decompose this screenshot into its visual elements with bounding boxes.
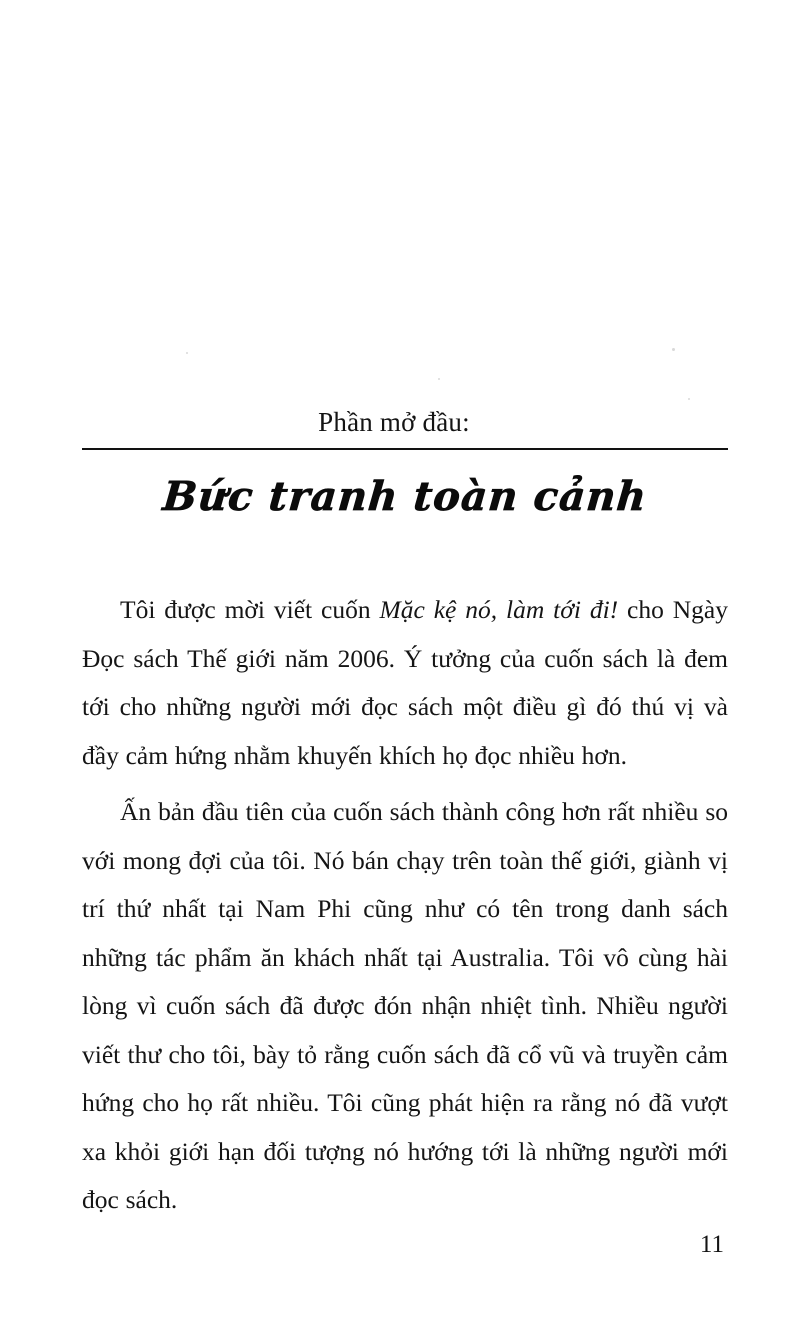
body-text — [82, 586, 728, 1225]
paragraph — [82, 586, 728, 780]
text-run: Ấn bản đầu tiên của cuốn sách thành công hơn rất nhiều so với mong đợi của tôi. Nó bán chạy trên toàn thế giới, giành vị trí thứ nhất tại Nam Phi cũng như có tên trong danh sách những tác phẩm ăn khách nhất tại Australia. Tôi vô cùng hài lòng vì cuốn sách đã được đón nhận nhiệt tình. Nhiều người viết thư cho tôi, bày tỏ rằng cuốn sách đã cổ vũ và truyền cảm hứng cho họ rất nhiều. Tôi cũng phát hiện ra rằng nó đã vượt xa khỏi giới hạn đối tượng nó hướng tới là những người mới đọc sách. — [82, 797, 728, 1214]
scan-speckle — [186, 352, 188, 354]
chapter-header — [82, 405, 728, 458]
text-run: cho Ngày Đọc sách Thế giới năm 2006. Ý tưởng của cuốn sách là đem tới cho những người mới đọc sách một điều gì đó thú vị và đầy cảm hứng nhằm khuyến khích họ đọc nhiều hơn. — [82, 595, 728, 770]
scan-speckle — [672, 348, 675, 351]
chapter-title-text: Bức tranh toàn cảnh — [160, 473, 650, 520]
chapter-title — [82, 470, 746, 524]
page-number: 11 — [699, 1231, 724, 1258]
part-label: Phần mở đầu: — [318, 407, 470, 437]
header-divider — [82, 448, 728, 450]
text-run: Tôi được mời viết cuốn — [120, 595, 380, 624]
book-title-italic: Mặc kệ nó, làm tới đi! — [379, 595, 619, 624]
scan-speckle — [688, 398, 690, 400]
paragraph — [82, 788, 728, 1225]
scan-speckle — [438, 378, 440, 380]
